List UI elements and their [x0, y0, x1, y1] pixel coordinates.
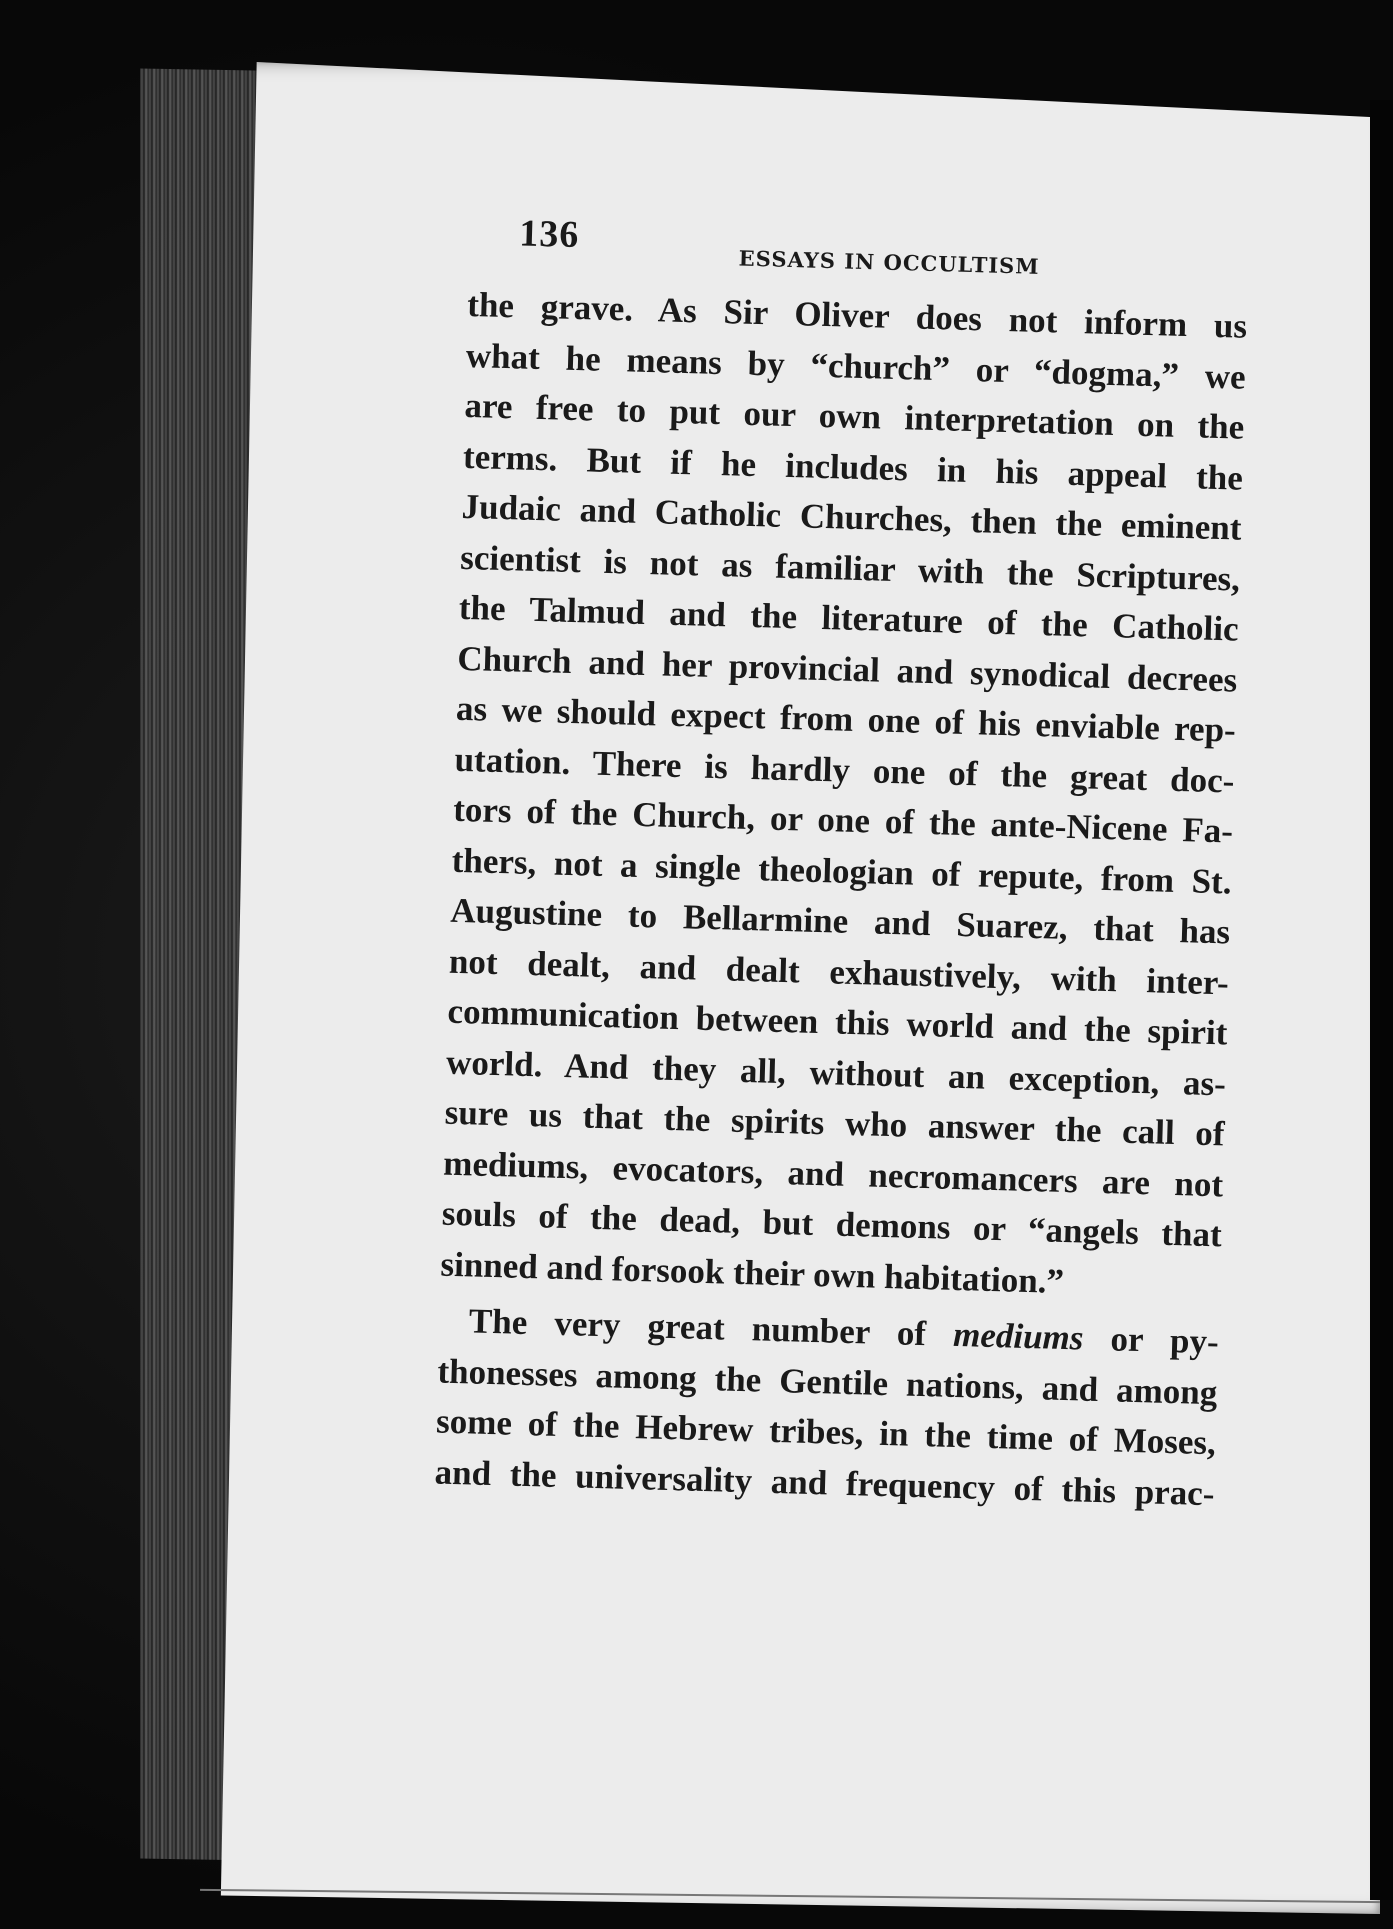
text-line: world. And they all, without an exception, as-: [445, 1042, 1227, 1103]
text-line: communication between this world and the spirit: [447, 991, 1228, 1053]
text-line: tors of the Church, or one of the ante-Nicene Fa-: [452, 789, 1234, 851]
text-line: terms. But if he includes in his appeal the: [462, 436, 1244, 498]
text-line: scientist is not as familiar with the Scriptures,: [459, 537, 1241, 599]
text-line: Augustine to Bellarmine and Suarez, that has: [449, 890, 1231, 952]
text-line: sure us that the spirits who answer the call of: [444, 1092, 1226, 1154]
paragraph-1: [440, 280, 1298, 1313]
text-line: Church and her provincial and synodical decrees: [456, 638, 1238, 700]
text-line: and the universality and frequency of this prac-: [434, 1452, 1216, 1513]
text-line: as we should expect from one of his enviable rep-: [455, 688, 1237, 750]
page-text: [434, 210, 1300, 1521]
text-line: are free to put our own interpretation on the: [463, 385, 1245, 447]
page-number: 136: [518, 212, 580, 257]
text-line: the grave. As Sir Oliver does not inform us: [466, 284, 1248, 346]
text-line: sinned and forsook their own habitation.”: [440, 1244, 1065, 1301]
text-line: not dealt, and dealt exhaustively, with inter-: [448, 941, 1230, 1002]
italic-word: mediums: [952, 1314, 1084, 1358]
text-line: the Talmud and the literature of the Catholic: [458, 587, 1240, 649]
text-run: The very great number of: [468, 1301, 954, 1354]
text-line: souls of the dead, but demons or “angels that: [441, 1193, 1223, 1255]
text-line: utation. There is hardly one of the great doc-: [454, 739, 1235, 801]
text-line: thers, not a single theologian of repute, from St.: [451, 840, 1233, 902]
running-head: ESSAYS IN OCCULTISM: [738, 245, 1040, 279]
text-line: mediums, evocators, and necromancers are not: [442, 1143, 1224, 1204]
text-line: what he means by “church” or “dogma,” we: [465, 335, 1247, 397]
paragraph-2: [434, 1296, 1269, 1521]
text-line: some of the Hebrew tribes, in the time of Moses,: [435, 1401, 1217, 1463]
scan-right-edge: [1370, 100, 1393, 1900]
text-line: thonesses among the Gentile nations, and among: [437, 1351, 1218, 1412]
text-run: or py-: [1082, 1318, 1220, 1362]
text-line: Judaic and Catholic Churches, then the eminent: [461, 486, 1242, 548]
